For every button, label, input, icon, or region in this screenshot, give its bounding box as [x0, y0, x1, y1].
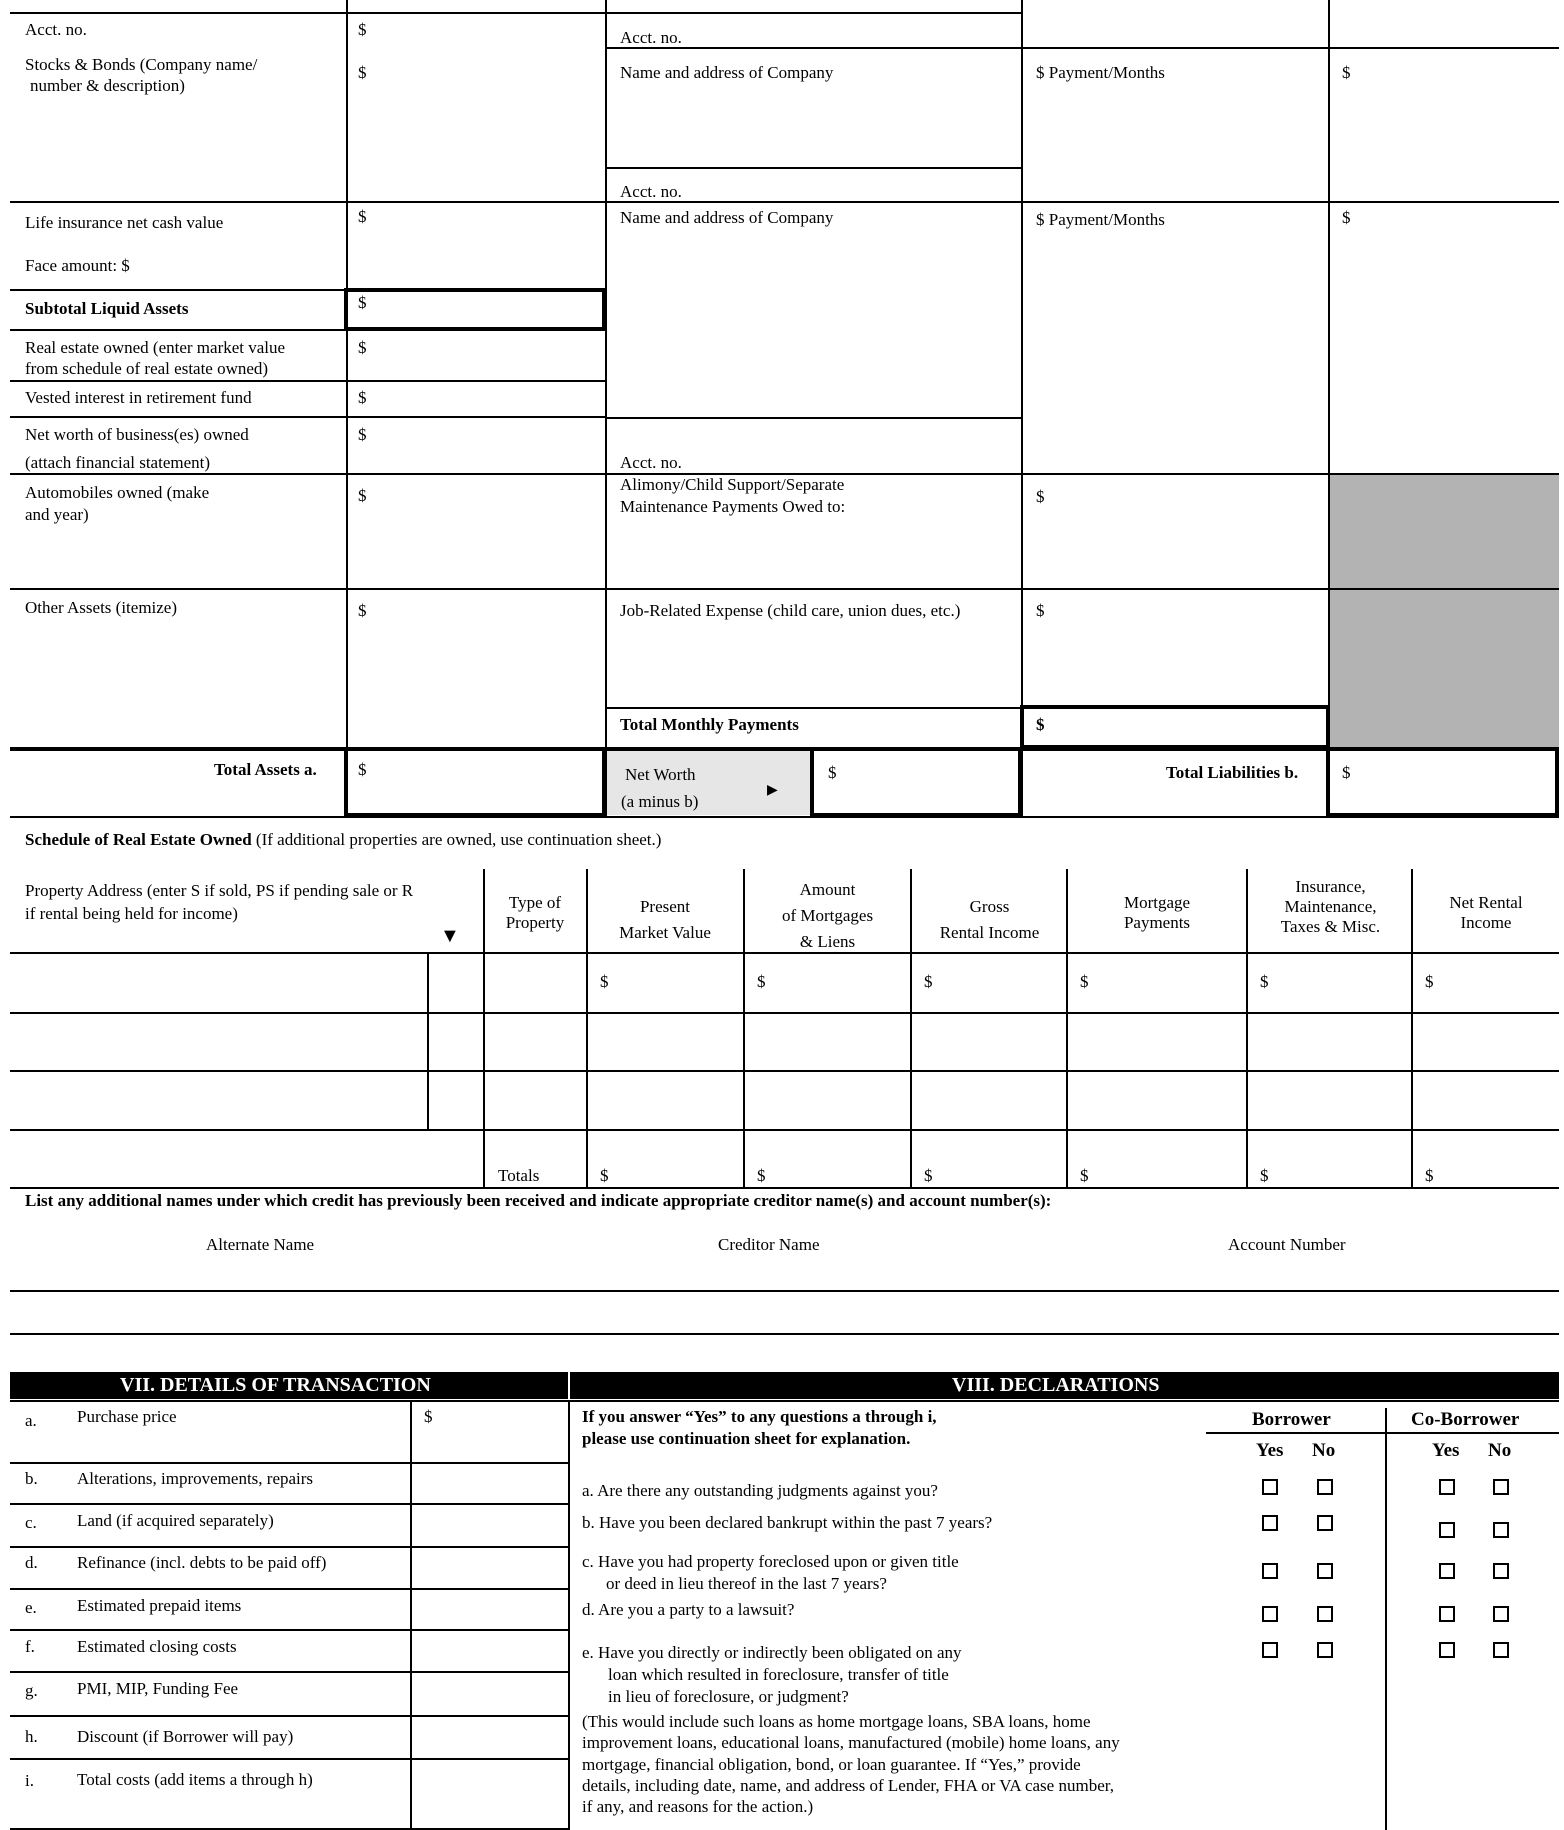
closing-costs-label: Estimated closing costs: [77, 1637, 237, 1656]
borrower-yes: Yes: [1256, 1440, 1284, 1461]
dollar-sign: $: [1425, 972, 1434, 991]
question-a-borrower-no-checkbox[interactable]: [1317, 1479, 1333, 1495]
dollar-sign: $: [1260, 972, 1269, 991]
question-e-note-2: improvement loans, educational loans, manufactured (mobile) home loans, any: [582, 1733, 1120, 1752]
subtotal-liquid-value-box[interactable]: [344, 288, 606, 331]
question-c-coborrower-yes-checkbox[interactable]: [1439, 1563, 1455, 1579]
question-c: c. Have you had property foreclosed upon or given title: [582, 1552, 959, 1571]
row-letter: a.: [25, 1411, 37, 1430]
dollar-sign: $: [1342, 763, 1351, 782]
pmi-mip-label: PMI, MIP, Funding Fee: [77, 1679, 239, 1698]
other-assets-label: Other Assets (itemize): [25, 598, 178, 617]
col-gross-rental: [912, 894, 1067, 946]
question-c-coborrower-no-checkbox[interactable]: [1493, 1563, 1509, 1579]
business-networth-label-2: (attach financial statement): [25, 453, 211, 472]
dollar-sign: $: [358, 20, 367, 39]
col-insurance-line2: Maintenance,: [1284, 897, 1377, 916]
transaction-header: [10, 1372, 568, 1399]
job-related-label: Job-Related Expense (child care, union dues, etc.): [620, 601, 961, 620]
dollar-sign: $: [1080, 972, 1089, 991]
col-amount-line3: & Liens: [799, 932, 856, 951]
table-row[interactable]: [10, 954, 1559, 1011]
col-mortgage-line2: Payments: [1123, 913, 1191, 932]
dollar-sign: $: [1342, 208, 1351, 227]
question-a-coborrower-no-checkbox[interactable]: [1493, 1479, 1509, 1495]
acct-no-label: Acct. no.: [620, 182, 682, 201]
row-letter: c.: [25, 1513, 37, 1532]
purchase-price-label: Purchase price: [77, 1407, 177, 1426]
dollar-sign: $: [600, 1166, 609, 1185]
schedule-title-note: (If additional properties are owned, use continuation sheet.): [251, 830, 662, 849]
question-a: a. Are there any outstanding judgments against you?: [582, 1481, 938, 1500]
transaction-header-text: VII. DETAILS OF TRANSACTION: [120, 1374, 431, 1396]
col-present-line1: Present: [639, 897, 691, 916]
col-insurance-line1: Insurance,: [1295, 877, 1366, 896]
table-row[interactable]: [10, 1072, 1559, 1128]
land-label: Land (if acquired separately): [77, 1511, 274, 1530]
col-property-address-2: if rental being held for income): [25, 904, 238, 923]
dollar-sign: $: [358, 760, 367, 779]
question-e-note-4: details, including date, name, and address of Lender, FHA or VA case number,: [582, 1776, 1114, 1795]
dollar-sign: $: [1425, 1166, 1434, 1185]
question-e-coborrower-yes-checkbox[interactable]: [1439, 1642, 1455, 1658]
shaded-unused-cell: [1330, 474, 1559, 748]
prepaid-items-label: Estimated prepaid items: [77, 1596, 242, 1615]
col-insurance: [1248, 877, 1413, 937]
dollar-sign: $: [358, 425, 367, 444]
total-assets-label: Total Assets a.: [214, 760, 317, 779]
company-name-address-label: Name and address of Company: [620, 63, 834, 82]
schedule-title: [25, 830, 661, 850]
question-e-note-3: mortgage, financial obligation, bond, or loan guarantee. If “Yes,” provide: [582, 1755, 1081, 1774]
co-borrower-yes: Yes: [1432, 1440, 1460, 1461]
col-amount-line1: Amount: [799, 880, 856, 899]
question-c-borrower-no-checkbox[interactable]: [1317, 1563, 1333, 1579]
dollar-sign: $: [1036, 715, 1045, 734]
alimony-label-2: Maintenance Payments Owed to:: [620, 497, 846, 516]
automobiles-label: Automobiles owned (make: [25, 483, 210, 502]
dollar-sign: $: [358, 601, 367, 620]
question-c-borrower-yes-checkbox[interactable]: [1262, 1563, 1278, 1579]
question-d-coborrower-no-checkbox[interactable]: [1493, 1606, 1509, 1622]
dollar-sign: $: [1080, 1166, 1089, 1185]
question-b: b. Have you been declared bankrupt within the past 7 years?: [582, 1513, 993, 1532]
total-liabilities-value-box[interactable]: [1326, 747, 1559, 817]
total-monthly-label: Total Monthly Payments: [620, 715, 799, 734]
col-type-line2: Property: [505, 913, 565, 932]
dollar-sign: $: [1036, 487, 1045, 506]
question-e-note-5: if any, and reasons for the action.): [582, 1797, 814, 1816]
declarations-intro: If you answer “Yes” to any questions a through i,: [582, 1407, 937, 1426]
col-net-line2: Income: [1460, 913, 1512, 932]
payment-months-label: $ Payment/Months: [1036, 63, 1165, 82]
col-property-address: Property Address (enter S if sold, PS if pending sale or R: [25, 881, 414, 900]
borrower-no: No: [1312, 1440, 1336, 1461]
dollar-sign: $: [358, 293, 367, 312]
question-d-borrower-no-checkbox[interactable]: [1317, 1606, 1333, 1622]
row-letter: h.: [25, 1727, 38, 1746]
dollar-sign: $: [424, 1407, 433, 1426]
col-insurance-line3: Taxes & Misc.: [1280, 917, 1381, 936]
dollar-sign: $: [358, 388, 367, 407]
subtotal-liquid-label: Subtotal Liquid Assets: [25, 299, 189, 318]
question-e-borrower-yes-checkbox[interactable]: [1262, 1642, 1278, 1658]
alternate-line[interactable]: [10, 1290, 1559, 1292]
automobiles-label-2: and year): [25, 505, 89, 524]
dollar-sign: $: [828, 763, 837, 782]
col-gross-line1: Gross: [969, 897, 1010, 916]
alimony-label: Alimony/Child Support/Separate: [620, 475, 845, 494]
real-estate-label-2: from schedule of real estate owned): [25, 359, 269, 378]
net-worth-value-box[interactable]: [810, 747, 1022, 817]
dollar-sign: $: [924, 972, 933, 991]
col-net-rental: [1413, 893, 1559, 933]
alternate-instruction: List any additional names under which credit has previously been received and indicate appropriate creditor name(s) and account number(s):: [25, 1191, 1052, 1210]
row-letter: f.: [25, 1637, 35, 1656]
company-name-address-label: Name and address of Company: [620, 208, 834, 227]
dollar-sign: $: [1260, 1166, 1269, 1185]
dollar-sign: $: [600, 972, 609, 991]
row-letter: i.: [25, 1771, 34, 1790]
dollar-sign: $: [358, 486, 367, 505]
total-costs-label: Total costs (add items a through h): [77, 1770, 313, 1789]
col-amount-line2: of Mortgages: [781, 906, 874, 925]
stocks-acct-label: Acct. no.: [25, 20, 87, 39]
declarations-intro-2: please use continuation sheet for explanation.: [582, 1429, 911, 1448]
net-worth-arrow-icon: ▶: [767, 783, 778, 798]
stocks-bonds-label-2: number & description): [30, 76, 185, 95]
col-mortgage-payments: [1068, 893, 1246, 933]
question-e: e. Have you directly or indirectly been obligated on any: [582, 1643, 962, 1662]
declarations-header-text: VIII. DECLARATIONS: [952, 1374, 1160, 1396]
stocks-bonds-label: Stocks & Bonds (Company name/: [25, 55, 258, 74]
net-worth-label-2: (a minus b): [621, 792, 699, 811]
row-letter: b.: [25, 1469, 38, 1488]
question-e-3: in lieu of foreclosure, or judgment?: [608, 1687, 849, 1706]
question-b-coborrower-no-checkbox[interactable]: [1493, 1522, 1509, 1538]
net-worth-label: Net Worth: [625, 765, 696, 784]
total-monthly-value-box[interactable]: [1020, 705, 1330, 749]
question-b-borrower-yes-checkbox[interactable]: [1262, 1515, 1278, 1531]
row-letter: d.: [25, 1553, 38, 1572]
borrower-header: Borrower: [1252, 1409, 1331, 1430]
real-estate-label: Real estate owned (enter market value: [25, 338, 286, 357]
declarations-header: [570, 1372, 1559, 1399]
question-e-note: (This would include such loans as home mortgage loans, SBA loans, home: [582, 1712, 1091, 1731]
alterations-label: Alterations, improvements, repairs: [77, 1469, 314, 1488]
dollar-sign: $: [358, 63, 367, 82]
down-arrow-icon: ▼: [440, 925, 460, 947]
dollar-sign: $: [358, 207, 367, 226]
col-type-line1: Type of: [508, 893, 562, 912]
life-insurance-label: Life insurance net cash value: [25, 213, 224, 232]
col-present-market-value: [590, 894, 740, 946]
question-d-coborrower-yes-checkbox[interactable]: [1439, 1606, 1455, 1622]
business-networth-label: Net worth of business(es) owned: [25, 425, 249, 444]
account-number-header: Account Number: [1228, 1235, 1346, 1254]
face-amount-label: Face amount: $: [25, 256, 130, 275]
question-d: d. Are you a party to a lawsuit?: [582, 1600, 795, 1619]
col-type-property: [485, 893, 585, 933]
col-gross-line2: Rental Income: [939, 923, 1040, 942]
dollar-sign: $: [1036, 601, 1045, 620]
dollar-sign: $: [924, 1166, 933, 1185]
schedule-title-bold: Schedule of Real Estate Owned: [25, 830, 252, 849]
payment-months-label: $ Payment/Months: [1036, 210, 1165, 229]
vested-interest-label: Vested interest in retirement fund: [25, 388, 252, 407]
acct-no-label: Acct. no.: [620, 28, 682, 47]
dollar-sign: $: [757, 1166, 766, 1185]
col-net-line1: Net Rental: [1449, 893, 1523, 912]
question-e-borrower-no-checkbox[interactable]: [1317, 1642, 1333, 1658]
col-amount-mortgages: [745, 877, 910, 955]
row-letter: e.: [25, 1598, 37, 1617]
co-borrower-header: Co-Borrower: [1411, 1409, 1520, 1430]
table-row[interactable]: [10, 1014, 1559, 1069]
total-liabilities-label: Total Liabilities b.: [1166, 763, 1299, 782]
creditor-name-header: Creditor Name: [718, 1235, 820, 1254]
question-d-borrower-yes-checkbox[interactable]: [1262, 1606, 1278, 1622]
discount-label: Discount (if Borrower will pay): [77, 1727, 294, 1746]
question-c-2: or deed in lieu thereof in the last 7 years?: [606, 1574, 887, 1593]
col-present-line2: Market Value: [619, 923, 711, 942]
question-b-borrower-no-checkbox[interactable]: [1317, 1515, 1333, 1531]
alternate-name-header: Alternate Name: [206, 1235, 315, 1254]
refinance-label: Refinance (incl. debts to be paid off): [77, 1553, 327, 1572]
col-mortgage-line1: Mortgage: [1123, 893, 1191, 912]
acct-no-label: Acct. no.: [620, 453, 682, 472]
alternate-line[interactable]: [10, 1333, 1559, 1335]
total-assets-value-box[interactable]: [344, 747, 606, 817]
totals-label: Totals: [498, 1166, 540, 1185]
question-a-coborrower-yes-checkbox[interactable]: [1439, 1479, 1455, 1495]
dollar-sign: $: [1342, 63, 1351, 82]
question-e-2: loan which resulted in foreclosure, transfer of title: [608, 1665, 949, 1684]
question-b-coborrower-yes-checkbox[interactable]: [1439, 1522, 1455, 1538]
dollar-sign: $: [358, 338, 367, 357]
question-e-coborrower-no-checkbox[interactable]: [1493, 1642, 1509, 1658]
row-letter: g.: [25, 1681, 38, 1700]
dollar-sign: $: [757, 972, 766, 991]
co-borrower-no: No: [1488, 1440, 1512, 1461]
question-a-borrower-yes-checkbox[interactable]: [1262, 1479, 1278, 1495]
